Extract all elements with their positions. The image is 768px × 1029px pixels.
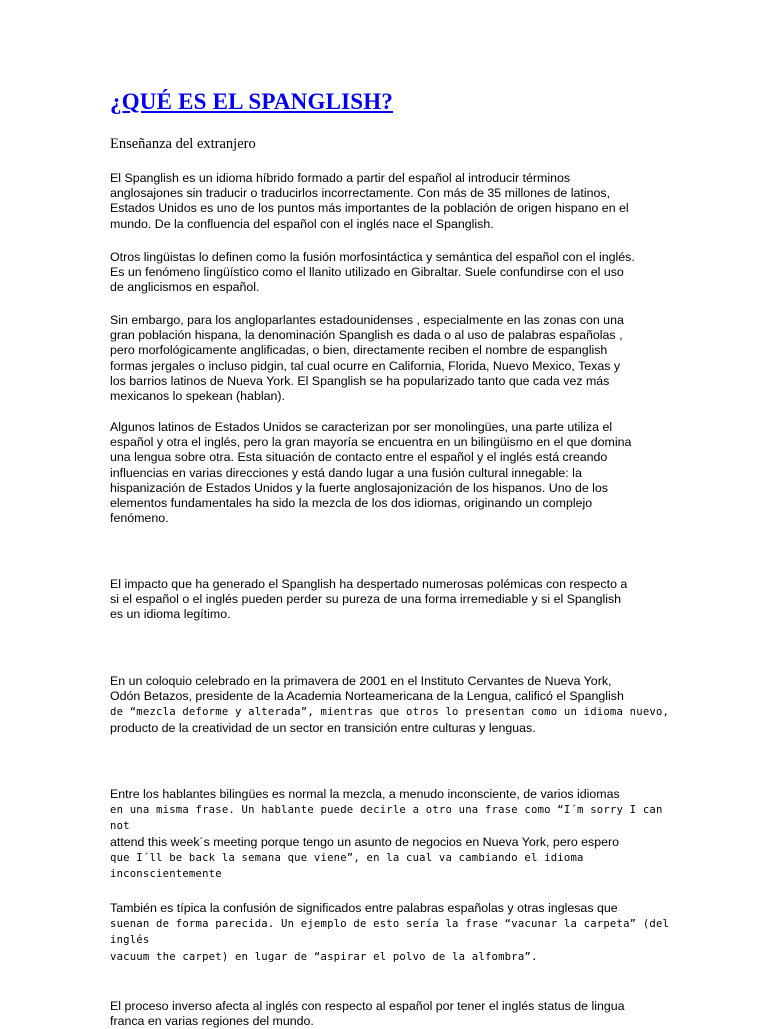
- paragraph-impact: [110, 577, 670, 623]
- text-line: formas jergales o incluso pidgin, tal cual ocurre en California, Florida, Nuevo Mexico, Texas y: [110, 358, 621, 373]
- text-line: de “mezcla deforme y alterada”, mientras que otros lo presentan como un idioma nuevo,: [110, 706, 670, 719]
- text-line: mundo. De la confluencia del español con el inglés nace el Spanglish.: [110, 216, 494, 231]
- text-line: una lengua sobre otra. Esta situación de contacto entre el español y el inglés está creando: [110, 450, 608, 465]
- text-line: producto de la creatividad de un sector en transición entre culturas y lenguas.: [110, 720, 536, 735]
- page-title[interactable]: ¿QUÉ ES EL SPANGLISH?: [110, 89, 394, 114]
- text-line: fenómeno.: [110, 511, 169, 526]
- text-line: El impacto que ha generado el Spanglish ha despertado numerosas polémicas con respecto a: [110, 577, 628, 591]
- text-line: Es un fenómeno lingüístico como el llanito utilizado en Gibraltar. Suele confundirse con el uso: [110, 265, 624, 280]
- text-line: Estados Unidos es uno de los puntos más importantes de la población de origen hispano en el: [110, 201, 629, 216]
- subtitle: Enseñanza del extranjero: [110, 136, 256, 152]
- text-line: es un idioma legítimo.: [110, 607, 231, 622]
- text-line: Odón Betazos, presidente de la Academia Norteamericana de la Lengua, calificó el Spanglish: [110, 689, 624, 704]
- paragraph-inverse-process: [110, 999, 670, 1029]
- text-line: mexicanos lo spekean (hablan).: [110, 389, 285, 404]
- text-line: si el español o el inglés pueden perder su pureza de una forma irremediable y si el Spanglish: [110, 592, 622, 607]
- text-line: vacuum the carpet) en lugar de “aspirar el polvo de la alfombra”.: [110, 950, 538, 963]
- text-line: El proceso inverso afecta al inglés con respecto al español por tener el inglés status de lingua: [110, 999, 625, 1013]
- text-line: También es típica la confusión de significados entre palabras españolas y otras inglesas que: [110, 901, 618, 915]
- text-line: Otros lingüistas lo definen como la fusión morfosintáctica y semántica del español con el inglés.: [110, 250, 635, 264]
- text-line: hispanización de Estados Unidos y la fuerte anglosajonización de los hispanos. Uno de los: [110, 480, 609, 495]
- paragraph-definition: [110, 171, 670, 232]
- text-line: español y otra el inglés, pero la gran mayoría se encuentra en un bilingüismo en el que domina: [110, 435, 632, 450]
- text-line: En un coloquio celebrado en la primavera de 2001 en el Instituto Cervantes de Nueva York,: [110, 674, 612, 688]
- text-line: Algunos latinos de Estados Unidos se caracterizan por ser monolingües, una parte utiliza el: [110, 420, 613, 434]
- text-line: los barrios latinos de Nueva York. El Spanglish se ha popularizado tanto que cada vez más: [110, 373, 610, 388]
- text-line: Entre los hablantes bilingües es normal la mezcla, a menudo inconsciente, de varios idiomas: [110, 787, 620, 801]
- text-line: influencias en varias direcciones y está dando lugar a una fusión cultural innegable: la: [110, 465, 582, 480]
- paragraph-latinos: [110, 420, 670, 526]
- text-line: anglosajones sin traducir o traducirlos incorrectamente. Con más de 35 millones de latinos,: [110, 186, 611, 201]
- paragraph-english-speakers: [110, 313, 670, 404]
- text-line: franca en varias regiones del mundo.: [110, 1014, 314, 1029]
- text-line: de anglicismos en español.: [110, 280, 260, 295]
- text-line: El Spanglish es un idioma híbrido formado a partir del español al introducir términos: [110, 171, 571, 185]
- text-line: gran población hispana, la denominación Spanglish es dada o al uso de palabras españolas ,: [110, 328, 623, 343]
- text-line: Sin embargo, para los angloparlantes estadounidenses , especialmente en las zonas con una: [110, 313, 624, 327]
- paragraph-linguists: [110, 250, 670, 296]
- text-line: attend this week´s meeting porque tengo un asunto de negocios en Nueva York, pero espero: [110, 834, 620, 849]
- text-line: que I´ll be back la semana que viene”, en la cual va cambiando el idioma inconscientemente: [110, 851, 584, 881]
- text-line: pero morfológicamente anglificadas, o bien, directamente reciben el nombre de espanglish: [110, 343, 608, 358]
- paragraph-confusion: [110, 901, 670, 965]
- paragraph-bilingual-speakers: [110, 787, 670, 882]
- text-line: suenan de forma parecida. Un ejemplo de esto sería la frase “vacunar la carpeta” (del inglés: [110, 918, 670, 947]
- text-line: en una misma frase. Un hablante puede decirle a otro una frase como “I´m sorry I can not: [110, 804, 663, 833]
- text-line: elementos fundamentales ha sido la mezcla de los dos idiomas, originando un complejo: [110, 496, 593, 511]
- paragraph-colloquium: [110, 674, 670, 736]
